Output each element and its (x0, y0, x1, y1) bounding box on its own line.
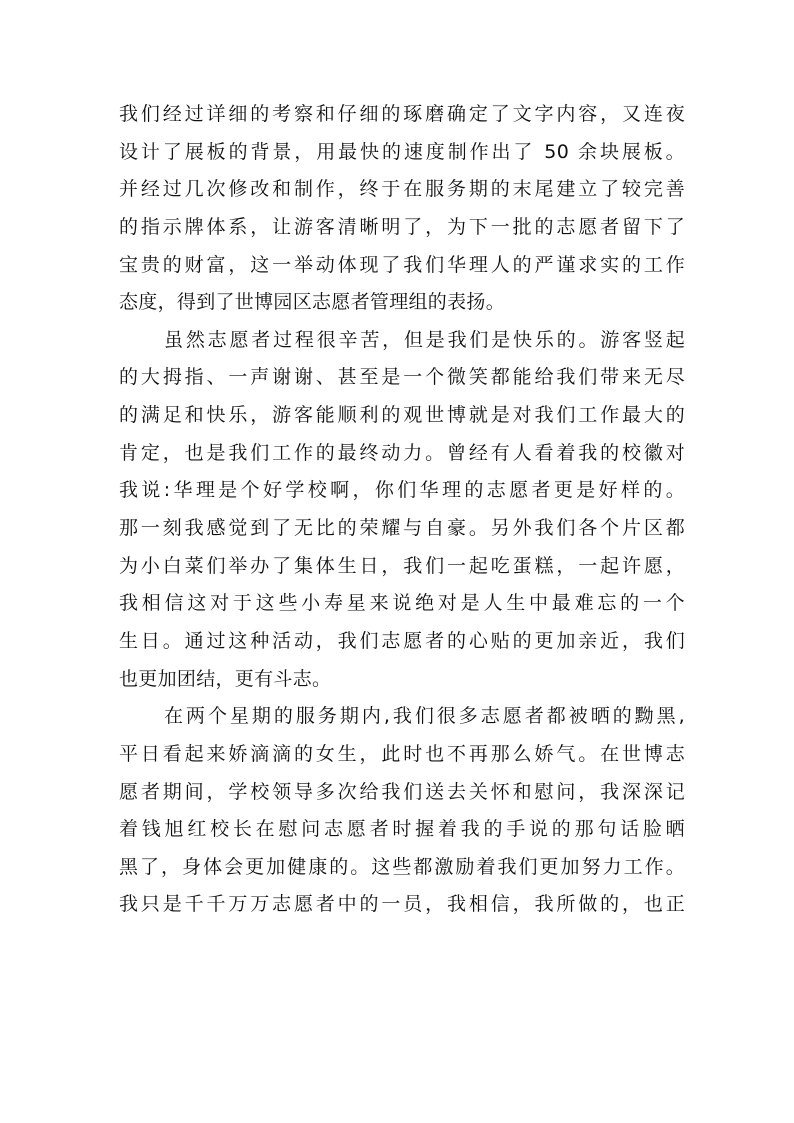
text-line: 我说:华理是个好学校啊，你们华理的志愿者更是好样的。 (119, 479, 685, 502)
paragraph-first-line: 在两个星期的服务期内,我们很多志愿者都被晒的黝黑, (164, 705, 685, 728)
text-line: 肯定，也是我们工作的最终动力。曾经有人看着我的校徽对 (119, 441, 685, 464)
text-line: 为小白菜们举办了集体生日，我们一起吃蛋糕，一起许愿， (119, 554, 685, 577)
text-line: 我们经过详细的考察和仔细的琢磨确定了文字内容，又连夜 (119, 103, 685, 125)
text-line: 设计了展板的背景，用最快的速度制作出了 50 余块展板。 (119, 140, 685, 163)
text-line: 也更加团结，更有斗志。 (119, 667, 332, 690)
text-line: 的满足和快乐，游客能顺利的观世博就是对我们工作最大的 (119, 404, 685, 427)
text-line: 的大拇指、一声谢谢、甚至是一个微笑都能给我们带来无尽 (119, 366, 685, 389)
text-line: 平日看起来娇滴滴的女生，此时也不再那么娇气。在世博志 (119, 742, 685, 765)
text-line: 愿者期间，学校领导多次给我们送去关怀和慰问，我深深记 (119, 780, 685, 803)
text-line: 我相信这对于这些小寿星来说绝对是人生中最难忘的一个 (119, 592, 685, 615)
text-line: 生日。通过这种活动，我们志愿者的心贴的更加亲近，我们 (119, 629, 685, 652)
text-line: 宝贵的财富，这一举动体现了我们华理人的严谨求实的工作 (119, 253, 685, 276)
text-line: 并经过几次修改和制作，终于在服务期的末尾建立了较完善 (119, 178, 685, 201)
text-line: 态度，得到了世博园区志愿者管理组的表扬。 (119, 291, 506, 314)
text-line: 的指示牌体系，让游客清晰明了，为下一批的志愿者留下了 (119, 215, 685, 238)
text-line: 着钱旭红校长在慰问志愿者时握着我的手说的那句话脸晒 (119, 818, 685, 841)
paragraph-first-line: 虽然志愿者过程很辛苦，但是我们是快乐的。游客竖起 (164, 328, 685, 351)
text-line: 我只是千千万万志愿者中的一员，我相信，我所做的，也正 (119, 893, 685, 916)
text-line: 那一刻我感觉到了无比的荣耀与自豪。另外我们各个片区都 (119, 517, 685, 540)
body-text (119, 96, 685, 924)
text-line: 黑了，身体会更加健康的。这些都激励着我们更加努力工作。 (119, 855, 685, 878)
